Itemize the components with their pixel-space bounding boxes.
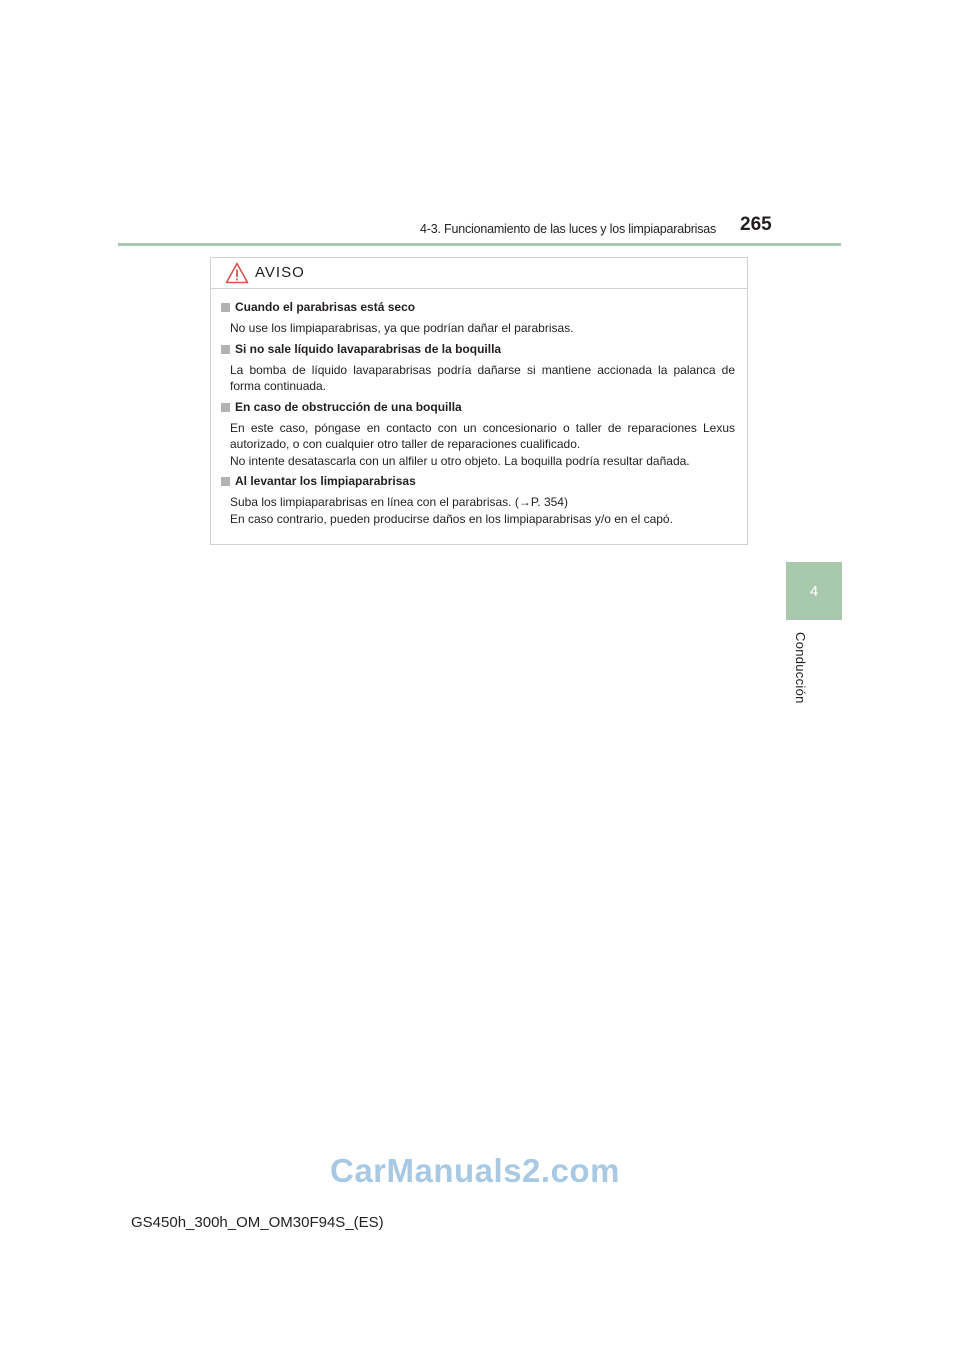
chapter-number: 4 — [809, 582, 819, 600]
section-text: Suba los limpiaparabrisas en línea con el parabrisas. (→P. 354) — [230, 495, 568, 509]
section-body — [221, 362, 739, 395]
notice-section — [221, 473, 739, 527]
section-text: En caso contrario, pueden producirse daños en los limpiaparabrisas y/o en el capó. — [230, 511, 673, 526]
section-heading — [221, 299, 739, 316]
notice-section — [221, 341, 739, 395]
notice-section — [221, 299, 739, 337]
section-text: En este caso, póngase en contacto con un concesionario o taller de reparaciones Lexus autorizado, o con cualquier otro taller de reparaciones cualificado. — [230, 420, 735, 451]
square-bullet-icon — [221, 403, 230, 412]
square-bullet-icon — [221, 303, 230, 312]
notice-section — [221, 399, 739, 470]
section-heading-text: Al levantar los limpiaparabrisas — [235, 474, 416, 488]
notice-box — [210, 257, 748, 545]
section-text: No intente desatascarla con un alfiler u otro objeto. La boquilla podría resultar dañada. — [230, 453, 690, 468]
section-body — [221, 320, 739, 337]
notice-label: AVISO — [255, 264, 305, 281]
section-body — [221, 420, 739, 470]
notice-header — [211, 258, 747, 289]
section-heading — [221, 473, 739, 490]
page-number: 265 — [740, 214, 772, 235]
notice-body — [211, 289, 747, 527]
section-heading-text: En caso de obstrucción de una boquilla — [235, 399, 462, 414]
page-header-title: 4-3. Funcionamiento de las luces y los limpiaparabrisas — [420, 222, 717, 236]
section-body — [221, 494, 739, 527]
chapter-tab — [786, 562, 842, 620]
section-heading-text: Si no sale líquido lavaparabrisas de la boquilla — [235, 341, 502, 356]
header-rule — [118, 243, 841, 246]
warning-triangle-icon — [225, 262, 249, 284]
section-heading-text: Cuando el parabrisas está seco — [235, 300, 416, 314]
section-text: La bomba de líquido lavaparabrisas podría dañarse si mantiene accionada la palanca de forma continuada. — [230, 362, 735, 393]
chapter-label: Conducción — [793, 632, 808, 704]
footer-code: GS450h_300h_OM_OM30F94S_(ES) — [131, 1214, 384, 1231]
section-heading — [221, 399, 739, 416]
section-heading — [221, 341, 739, 358]
watermark-link[interactable]: CarManuals2.com — [330, 1152, 620, 1189]
square-bullet-icon — [221, 477, 230, 486]
section-text: No use los limpiaparabrisas, ya que podrían dañar el parabrisas. — [230, 321, 574, 335]
square-bullet-icon — [221, 345, 230, 354]
